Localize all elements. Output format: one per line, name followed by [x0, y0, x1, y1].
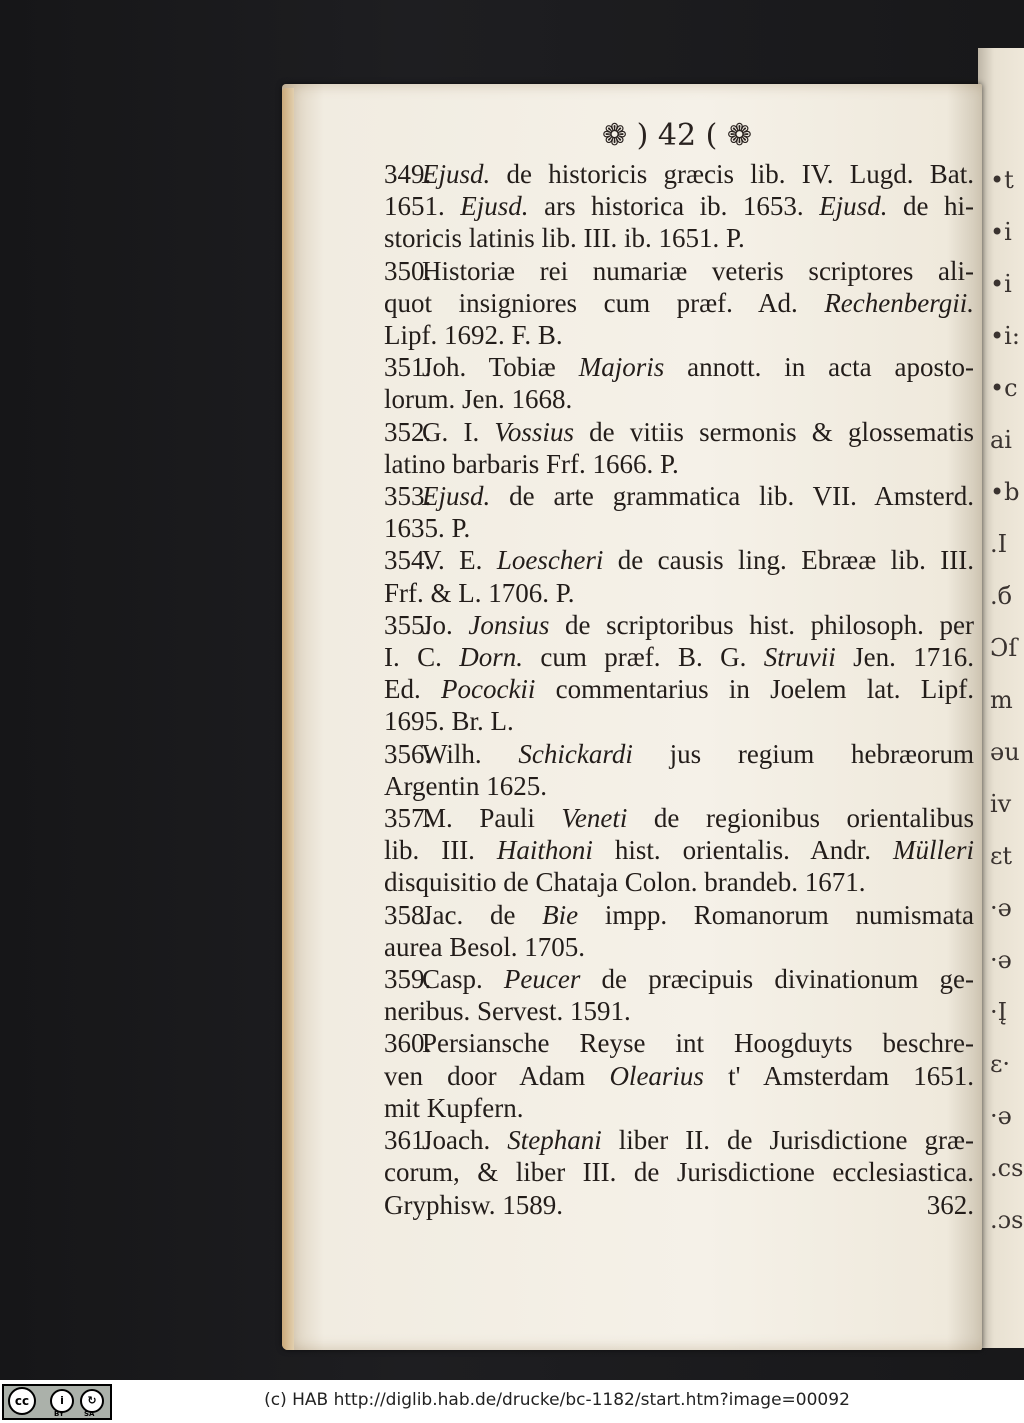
facing-page-fragment: •c [990, 374, 1018, 402]
facing-page-fragment: ε· [990, 1050, 1011, 1078]
catalog-entries [384, 158, 974, 1221]
entry-number: 355. [384, 609, 432, 640]
facing-page-fragment: m [990, 686, 1013, 714]
entry-text: Historiæ rei numariæ veteris scriptores ali- [422, 255, 974, 286]
entry-text: ven door Adam [384, 1060, 610, 1091]
facing-page-fragment: .cs [990, 1154, 1024, 1182]
entry-number: 357. [384, 803, 432, 834]
facing-page-fragment: əu [990, 738, 1020, 766]
entry-text: de causis ling. Ebrææ lib. III. [603, 545, 974, 576]
entry-text: Frf. & L. 1706. P. [384, 577, 575, 608]
entry-line [384, 738, 975, 770]
facing-page-fragment: •b [990, 478, 1020, 506]
entry-text: 1651. [384, 191, 461, 222]
catalog-entry [384, 351, 974, 415]
entry-text: de vitiis sermonis & glossematis [573, 416, 974, 447]
sa-label: SA [84, 1410, 95, 1418]
footer-source-link[interactable]: (c) HAB http://diglib.hab.de/drucke/bc-1182/start.htm?image=00092 [264, 1390, 850, 1410]
entry-line [384, 512, 974, 544]
italic-name: Rechenbergii. [824, 287, 974, 318]
entry-text: 1695. Br. L. [384, 706, 514, 737]
italic-name: Peucer [503, 964, 581, 995]
entry-number: 352. [384, 416, 432, 447]
catalog-entry [384, 1027, 974, 1124]
entry-text: Jo. [422, 609, 469, 640]
italic-name: Mülleri [893, 835, 974, 866]
entry-line [384, 222, 974, 254]
catalog-entry [384, 255, 974, 352]
entry-text: corum, & liber III. de Jurisdictione ecclesiastica. [384, 1157, 974, 1188]
entry-text: de scriptoribus hist. philosoph. per [549, 609, 974, 640]
entry-line [384, 1189, 974, 1221]
entry-number: 350. [384, 255, 432, 286]
entry-line [384, 673, 974, 705]
entry-line [384, 577, 974, 609]
entry-line [384, 1092, 974, 1124]
entry-text: cum præf. B. G. [523, 642, 764, 673]
entry-text: Lipf. 1692. F. B. [384, 320, 563, 351]
entry-text: ars historica ib. 1653. [528, 191, 820, 222]
entry-text: Ed. [384, 674, 441, 705]
footer-bar [0, 1380, 1024, 1423]
entry-line [384, 255, 974, 287]
entry-text: liber II. de Jurisdictione græ- [601, 1125, 974, 1156]
catalog-entry [384, 963, 974, 1027]
entry-line [384, 963, 974, 995]
entry-text: commentarius in Joelem lat. Lipf. [535, 674, 974, 705]
entry-line [384, 1060, 974, 1092]
entry-text: de præcipuis divinationum ge- [580, 964, 974, 995]
facing-page-fragment: .I [990, 530, 1008, 558]
entry-number: 349. [384, 159, 432, 189]
entry-text: de historicis græcis lib. IV. Lugd. Bat. [490, 159, 974, 189]
entry-text: lib. III. [384, 835, 497, 866]
entry-text: disquisitio de Chataja Colon. brandeb. 1671. [384, 867, 866, 898]
facing-page-fragment: ɛt [990, 842, 1013, 870]
italic-name: Ejusd. [819, 191, 888, 222]
facing-page-fragment: •i: [990, 322, 1020, 350]
entry-text: aurea Besol. 1705. [384, 931, 585, 962]
entry-text: hist. orientalis. Andr. [592, 835, 893, 866]
catchword: 362. [926, 1189, 974, 1220]
entry-number: 351. [384, 352, 432, 383]
entry-line [384, 770, 974, 802]
entry-line [384, 190, 974, 222]
cc-icon: cc [8, 1387, 36, 1415]
facing-page-fragment: •i [990, 270, 1012, 298]
facing-page-fragment: Ɔſ [990, 634, 1018, 662]
italic-name: Pocockii [440, 674, 536, 705]
entry-line [384, 158, 974, 190]
italic-name: Ejusd. [422, 159, 491, 189]
entry-line [384, 544, 974, 576]
facing-page-fragment: ai [990, 426, 1012, 454]
entry-text: Argentin 1625. [384, 770, 547, 801]
entry-line [384, 705, 974, 737]
entry-line [384, 287, 974, 319]
entry-line [384, 802, 974, 834]
italic-name: Struvii [763, 642, 836, 673]
entry-text: annott. in acta aposto- [664, 352, 974, 383]
entry-line [384, 1027, 974, 1059]
entry-text: Persiansche Reyse int Hoogduyts beschre- [422, 1028, 974, 1059]
entry-line [384, 899, 974, 931]
catalog-entry [384, 899, 974, 963]
entry-text: latino barbaris Frf. 1666. P. [384, 448, 679, 479]
share-alike-icon: ↻ [80, 1389, 104, 1413]
entry-text: V. E. [422, 545, 497, 576]
entry-line [384, 416, 974, 448]
facing-page-fragment: .ɔs [990, 1206, 1024, 1234]
facing-page-fragment: ·Į [990, 998, 1008, 1026]
entry-text: lorum. Jen. 1668. [384, 384, 573, 415]
entry-text: Joach. [422, 1125, 508, 1156]
facing-page-fragment: ·ə [990, 894, 1012, 922]
catalog-entry [384, 609, 974, 738]
entry-line [384, 448, 974, 480]
italic-name: Ejusd. [422, 481, 491, 512]
facing-page-fragment: •t [990, 166, 1014, 194]
entry-text: Gryphisw. 1589. [384, 1189, 563, 1220]
facing-page-fragment: .б [990, 582, 1013, 610]
entry-text: de regionibus orientalibus [627, 803, 974, 834]
page-header: ❁ ) 42 ( ❁ [602, 118, 752, 153]
entry-line [384, 1124, 974, 1156]
entry-text: neribus. Servest. 1591. [384, 996, 631, 1027]
italic-name: Olearius [609, 1060, 704, 1091]
italic-name: Majoris [578, 352, 665, 383]
entry-number: 353. [384, 481, 432, 512]
entry-line [384, 834, 974, 866]
entry-text: quot insigniores cum præf. Ad. [384, 287, 825, 318]
catalog-entry [384, 738, 974, 802]
entry-number: 358. [384, 899, 432, 930]
italic-name: Bie [542, 899, 579, 930]
entry-text: storicis latinis lib. III. ib. 1651. P. [384, 223, 745, 254]
catalog-entry [384, 480, 974, 544]
italic-name: Veneti [561, 803, 628, 834]
entry-text: M. Pauli [422, 803, 562, 834]
italic-name: Loescheri [496, 545, 604, 576]
italic-name: Schickardi [518, 738, 633, 769]
catalog-entry [384, 1124, 974, 1221]
catalog-entry [384, 158, 974, 255]
entry-number: 359. [384, 964, 432, 995]
entry-line [384, 609, 974, 641]
entry-text: de hi- [887, 191, 974, 222]
entry-text: Casp. [422, 964, 504, 995]
facing-page-fragment: iv [990, 790, 1012, 818]
entry-number: 361. [384, 1125, 432, 1156]
entry-text: mit Kupfern. [384, 1092, 524, 1123]
entry-text: Wilh. [422, 738, 519, 769]
entry-text: de arte grammatica lib. VII. Amsterd. [490, 481, 974, 512]
facing-page-fragment: ·ə [990, 1102, 1012, 1130]
entry-text: 1635. P. [384, 513, 471, 544]
entry-text: Jen. 1716. [835, 642, 975, 673]
entry-line [384, 866, 974, 898]
catalog-entry [384, 544, 974, 608]
entry-line [384, 480, 974, 512]
italic-name: Haithoni [496, 835, 593, 866]
entry-number: 354. [384, 545, 432, 576]
entry-line [384, 351, 974, 383]
facing-page-fragment: ·ə [990, 946, 1012, 974]
entry-text: Joh. Tobiæ [422, 352, 579, 383]
entry-line [384, 931, 974, 963]
italic-name: Stephani [507, 1125, 602, 1156]
by-label: BY [54, 1410, 65, 1418]
italic-name: Vossius [494, 416, 574, 447]
catalog-entry [384, 802, 974, 899]
italic-name: Ejusd. [460, 191, 529, 222]
entry-line [384, 383, 974, 415]
italic-name: Dorn. [459, 642, 524, 673]
facing-page-fragment: •i [990, 218, 1012, 246]
page-gutter-edge [282, 88, 294, 1350]
facing-page-strip [978, 48, 1024, 1348]
entry-text: G. I. [422, 416, 495, 447]
entry-line [384, 319, 974, 351]
entry-line [384, 641, 975, 673]
entry-text: I. C. [384, 642, 460, 673]
catalog-entry [384, 416, 974, 480]
attribution-icon: i [50, 1389, 74, 1413]
entry-number: 360. [384, 1028, 432, 1059]
entry-line [384, 995, 974, 1027]
entry-text: impp. Romanorum numismata [578, 899, 974, 930]
entry-text: t' Amsterdam 1651. [703, 1060, 974, 1091]
entry-line [384, 1156, 974, 1188]
entry-text: jus regium hebræorum [632, 738, 975, 769]
entry-number: 356. [384, 738, 432, 769]
entry-text: Jac. de [422, 899, 543, 930]
italic-name: Jonsius [468, 609, 550, 640]
